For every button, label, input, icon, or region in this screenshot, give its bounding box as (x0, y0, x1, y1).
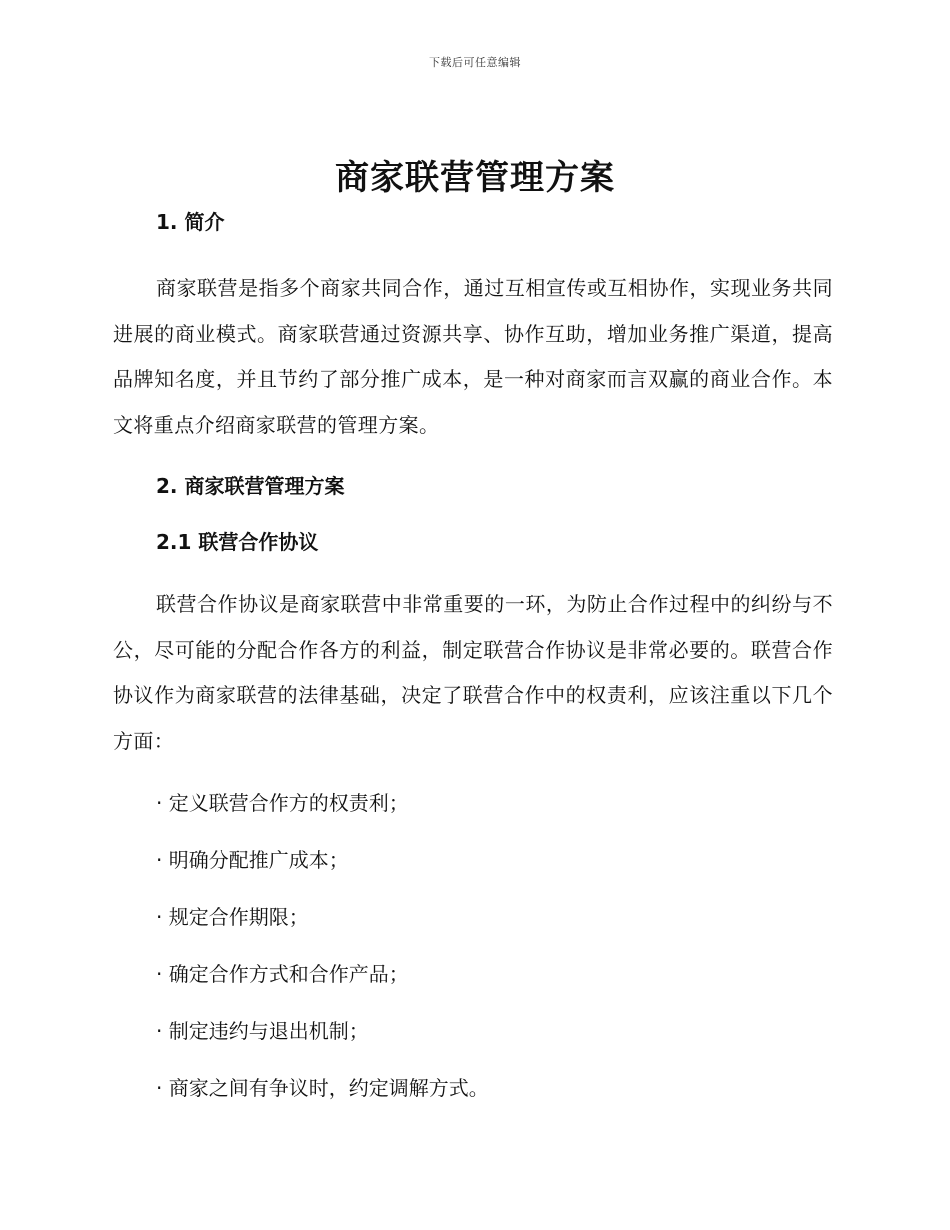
list-item: · 明确分配推广成本； (156, 848, 349, 872)
list-item: · 商家之间有争议时，约定调解方式。 (156, 1076, 489, 1100)
section-2-heading: 2. 商家联营管理方案 (156, 474, 345, 498)
spacer (113, 240, 833, 266)
requirements-list (113, 785, 833, 1106)
spacer (113, 504, 833, 524)
spacer (113, 935, 833, 956)
spacer (113, 992, 833, 1013)
section-1-heading: 1. 简介 (156, 210, 225, 234)
subsection-2-1-heading: 2.1 联营合作协议 (156, 530, 319, 554)
subsection-2-1-paragraph: 联营合作协议是商家联营中非常重要的一环，为防止合作过程中的纠纷与不公，尽可能的分配合作各方的利益，制定联营合作协议是非常必要的。联营合作协议作为商家联营的法律基础，决定了联营合作中的权责利，应该注重以下几个方面： (113, 592, 833, 753)
document-body (113, 204, 833, 1106)
list-item: · 定义联营合作方的权责利； (156, 791, 409, 815)
spacer (113, 878, 833, 899)
spacer (113, 764, 833, 785)
spacer (113, 560, 833, 582)
spacer (113, 821, 833, 842)
list-item: · 制定违约与退出机制； (156, 1019, 369, 1043)
spacer (113, 1049, 833, 1070)
section-1-paragraph: 商家联营是指多个商家共同合作，通过互相宣传或互相协作，实现业务共同进展的商业模式。商家联营通过资源共享、协作互助，增加业务推广渠道，提高品牌知名度，并且节约了部分推广成本，是一种对商家而言双赢的商业合作。本文将重点介绍商家联营的管理方案。 (113, 276, 833, 437)
header-note: 下载后可任意编辑 (429, 56, 521, 69)
document-title: 商家联营管理方案 (335, 158, 615, 198)
list-item: · 规定合作期限； (156, 905, 309, 929)
spacer (113, 448, 833, 468)
list-item: · 确定合作方式和合作产品； (156, 962, 409, 986)
